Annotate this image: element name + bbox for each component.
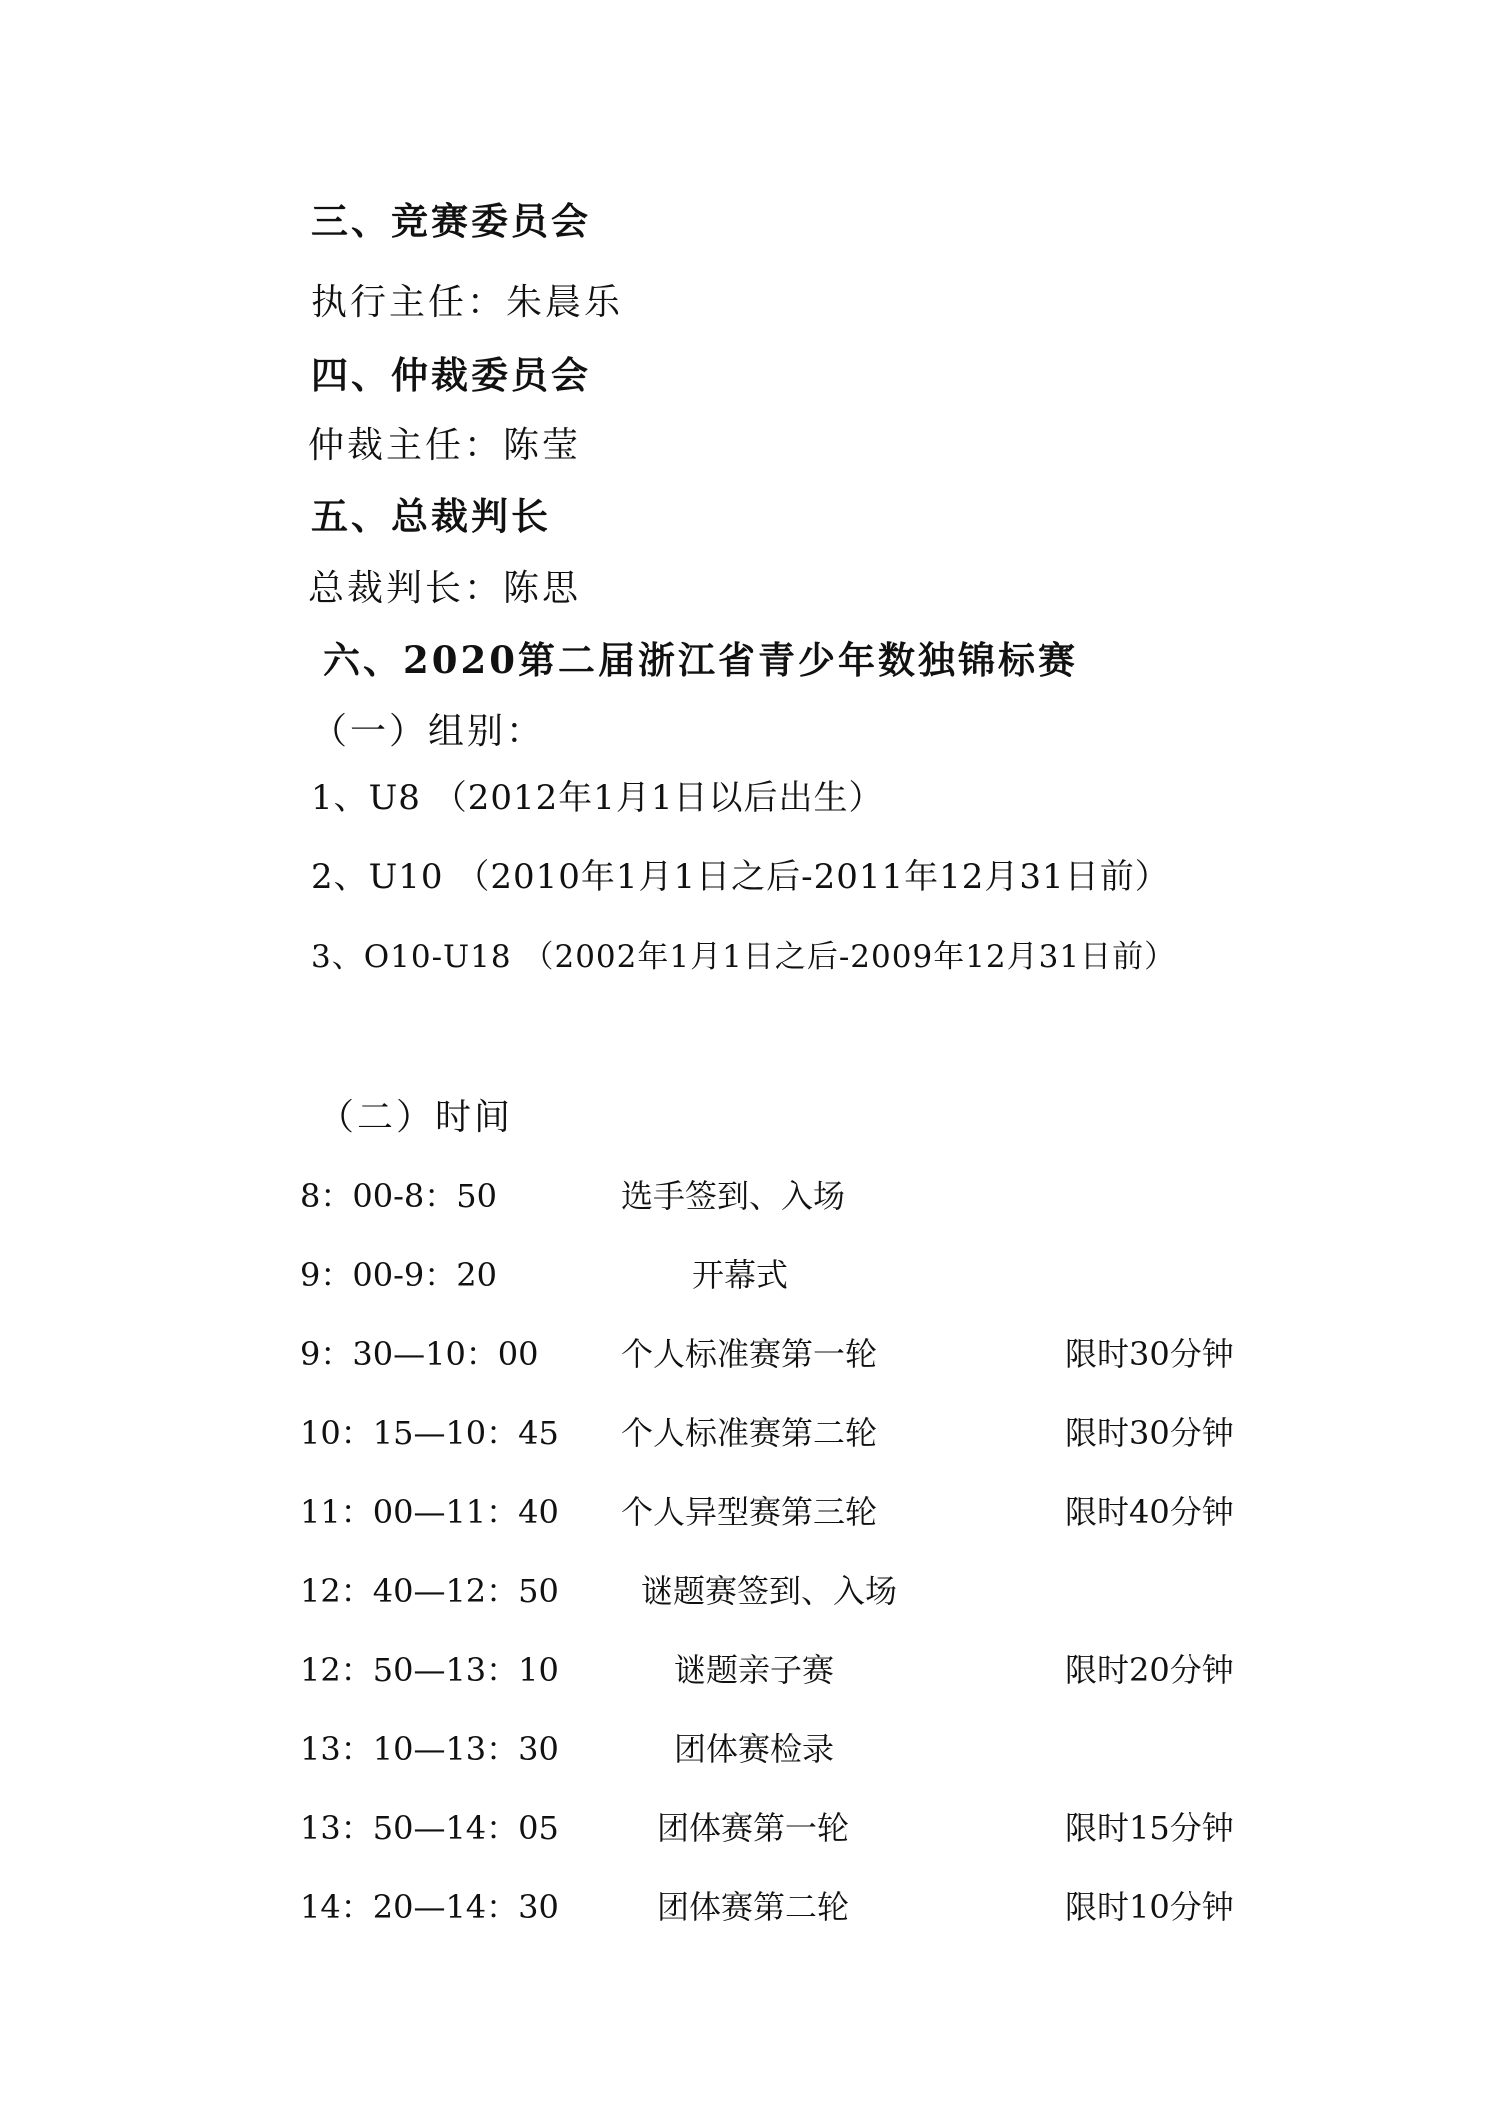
schedule-event: 团体赛第二轮 <box>657 1888 850 1926</box>
schedule-time-limit: 限时40分钟 <box>1065 1493 1234 1531</box>
schedule-time: 12：50—13：10 <box>300 1651 559 1689</box>
schedule-time: 11：00—11：40 <box>300 1493 559 1531</box>
schedule-event: 个人异型赛第三轮 <box>621 1493 878 1531</box>
schedule-event: 个人标准赛第一轮 <box>621 1335 878 1373</box>
schedule-time: 13：50—14：05 <box>300 1809 559 1847</box>
section-4-heading: 四、仲裁委员会 <box>311 353 591 397</box>
schedule-event: 谜题赛签到、入场 <box>641 1572 898 1610</box>
section-3-heading: 三、竞赛委员会 <box>311 199 591 243</box>
schedule-event: 个人标准赛第二轮 <box>621 1414 878 1452</box>
schedule-time-limit: 限时30分钟 <box>1065 1414 1234 1452</box>
schedule-time: 13：10—13：30 <box>300 1730 559 1768</box>
schedule-event: 谜题亲子赛 <box>674 1651 835 1689</box>
schedule-time: 8：00-8：50 <box>300 1177 497 1215</box>
schedule-event: 开幕式 <box>692 1256 789 1294</box>
executive-director: 执行主任：朱晨乐 <box>311 282 624 323</box>
schedule-time: 14：20—14：30 <box>300 1888 559 1926</box>
schedule-time: 12：40—12：50 <box>300 1572 559 1610</box>
chief-referee: 总裁判长：陈思 <box>308 568 582 609</box>
arbitration-director: 仲裁主任：陈莹 <box>308 425 582 466</box>
section-6-heading: 六、2020第二届浙江省青少年数独锦标赛 <box>323 638 1078 682</box>
schedule-event: 团体赛检录 <box>674 1730 835 1768</box>
section-5-heading: 五、总裁判长 <box>311 494 551 538</box>
schedule-event: 团体赛第一轮 <box>657 1809 850 1847</box>
schedule-event: 选手签到、入场 <box>621 1177 846 1215</box>
schedule-title: （二）时间 <box>318 1097 514 1138</box>
schedule-time-limit: 限时10分钟 <box>1065 1888 1234 1926</box>
schedule-time-limit: 限时15分钟 <box>1065 1809 1234 1847</box>
schedule-time-limit: 限时20分钟 <box>1065 1651 1234 1689</box>
group-item: 1、U8 （2012年1月1日以后出生） <box>311 778 884 818</box>
groups-title: （一）组别： <box>311 711 546 752</box>
schedule-time: 9：00-9：20 <box>300 1256 497 1294</box>
group-item: 2、U10 （2010年1月1日之后-2011年12月31日前） <box>311 857 1170 897</box>
schedule-time-limit: 限时30分钟 <box>1065 1335 1234 1373</box>
schedule-time: 9：30—10：00 <box>300 1335 539 1373</box>
group-item: 3、O10-U18 （2002年1月1日之后-2009年12月31日前） <box>311 939 1177 975</box>
schedule-time: 10：15—10：45 <box>300 1414 559 1452</box>
